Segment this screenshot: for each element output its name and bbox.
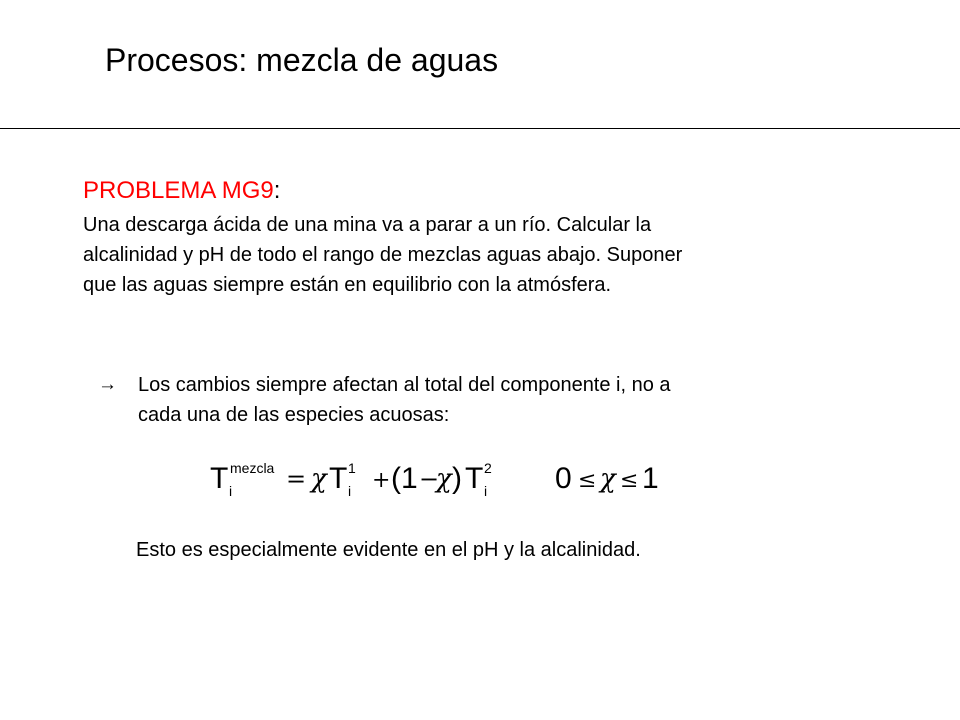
slide-title: Procesos: mezcla de aguas bbox=[105, 42, 499, 78]
eq-sup-2: 2 bbox=[484, 460, 492, 476]
eq-leq-2: ≤ bbox=[620, 468, 639, 493]
problem-line-2: alcalinidad y pH de todo el rango de mezclas aguas abajo. Suponer bbox=[83, 244, 683, 266]
eq-zero: 0 bbox=[555, 462, 572, 495]
eq-open-paren: ( bbox=[391, 462, 401, 495]
eq-t-2: T bbox=[465, 462, 484, 495]
bullet-line-1: Los cambios siempre afectan al total del componente i, no a bbox=[138, 374, 671, 396]
eq-equals: = bbox=[286, 465, 307, 493]
problem-line-3: que las aguas siempre están en equilibrio con la atmósfera. bbox=[83, 274, 612, 296]
eq-plus: + bbox=[372, 468, 391, 493]
problem-label-colon: : bbox=[273, 177, 281, 204]
eq-sup-1: 1 bbox=[348, 460, 356, 476]
eq-leq-1: ≤ bbox=[578, 468, 597, 493]
eq-sub-i-1: i bbox=[348, 483, 352, 499]
problem-heading bbox=[83, 176, 280, 206]
eq-upper-one: 1 bbox=[642, 462, 659, 495]
problem-label: PROBLEMA MG9 bbox=[83, 177, 274, 204]
mixing-equation bbox=[210, 450, 690, 510]
equation-svg bbox=[210, 450, 690, 510]
eq-chi-3: χ bbox=[600, 464, 616, 494]
eq-close-paren: ) bbox=[452, 462, 462, 495]
bullet-line-2: cada una de las especies acuosas: bbox=[138, 404, 450, 426]
title-divider bbox=[0, 128, 960, 129]
eq-minus: − bbox=[419, 465, 440, 493]
eq-sup-mezcla: mezcla bbox=[230, 460, 275, 476]
eq-sub-i-2: i bbox=[484, 483, 488, 499]
eq-t-1: T bbox=[329, 462, 348, 495]
closing-note: Esto es especialmente evidente en el pH y la alcalinidad. bbox=[136, 539, 641, 561]
bullet-text bbox=[138, 370, 898, 430]
eq-chi-2: χ bbox=[436, 464, 452, 494]
right-arrow-icon: → bbox=[98, 374, 117, 395]
eq-one: 1 bbox=[401, 462, 418, 495]
eq-t-mix: T bbox=[210, 462, 229, 495]
eq-chi-1: χ bbox=[311, 464, 327, 494]
problem-line-1: Una descarga ácida de una mina va a parar a un río. Calcular la bbox=[83, 214, 652, 236]
eq-sub-i-mix: i bbox=[229, 483, 233, 499]
problem-statement bbox=[83, 210, 923, 300]
